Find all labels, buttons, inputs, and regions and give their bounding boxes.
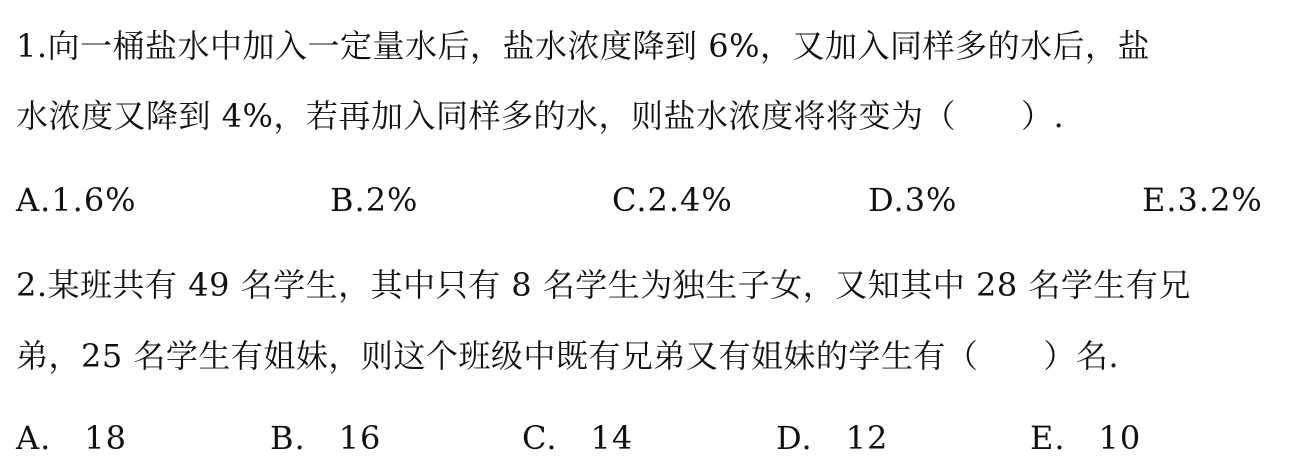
- question-2-text-line-1: 2.某班共有 49 名学生，其中只有 8 名学生为独生子女，又知其中 28 名学生有兄: [16, 266, 1191, 304]
- question-2-option-d: D. 12: [776, 419, 889, 457]
- question-2-option-b: B. 16: [270, 419, 382, 457]
- question-1-option-a: A.1.6%: [16, 181, 137, 219]
- question-1-option-b: B.2%: [330, 181, 419, 219]
- question-2-option-e: E. 10: [1030, 419, 1142, 457]
- question-2-text-line-2: 弟，25 名学生有姐妹，则这个班级中既有兄弟又有姐妹的学生有（ ）名.: [16, 337, 1120, 375]
- question-1-option-c: C.2.4%: [612, 181, 733, 219]
- question-1-text-line-1: 1.向一桶盐水中加入一定量水后，盐水浓度降到 6%，又加入同样多的水后，盐: [16, 27, 1150, 65]
- question-1-options: [0, 180, 1306, 220]
- question-1-option-d: D.3%: [868, 181, 958, 219]
- question-2-option-c: C. 14: [522, 419, 634, 457]
- question-2-option-a: A. 18: [16, 419, 128, 457]
- question-1-option-e: E.3.2%: [1142, 181, 1263, 219]
- question-1-text-line-2: 水浓度又降到 4%，若再加入同样多的水，则盐水浓度将将变为（ ）.: [16, 97, 1065, 135]
- question-2-options: [0, 418, 1306, 458]
